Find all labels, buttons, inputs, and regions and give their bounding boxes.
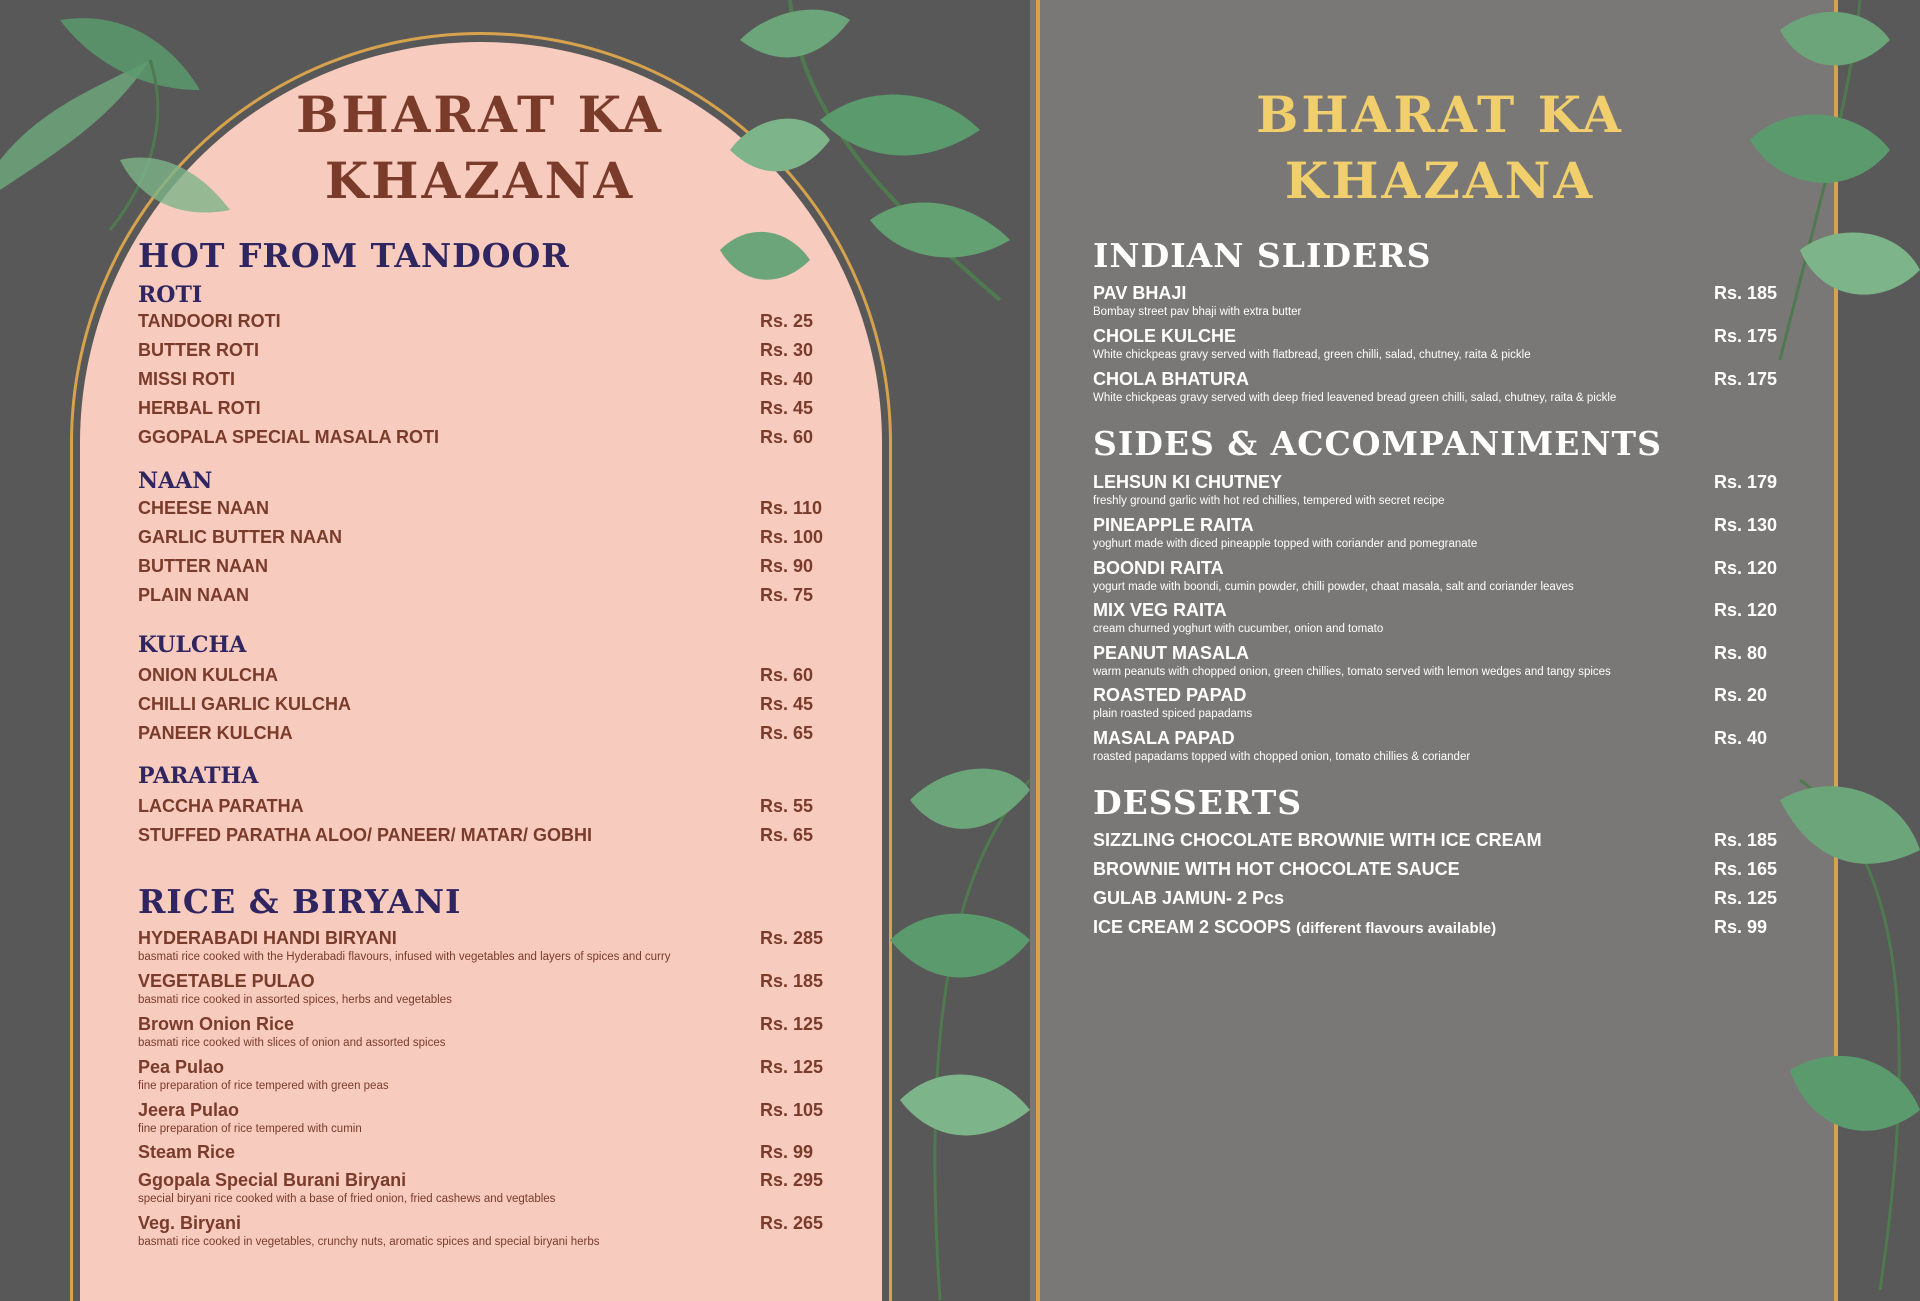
left-title: [280, 82, 680, 214]
left-title-line2: KHAZANA: [324, 151, 636, 210]
subheading-roti: ROTI: [138, 282, 203, 308]
leaf-bottom-right-icon: [880, 740, 1030, 1300]
menu-item-desc: special biryani rice cooked with a base of fried onion, fried cashews and vegtables: [138, 1193, 556, 1205]
menu-item-name: CHEESE NAAN: [138, 498, 270, 518]
menu-item-price: Rs. 185: [1714, 830, 1778, 850]
menu-item-price: Rs. 285: [760, 928, 824, 948]
menu-item-price: Rs. 179: [1714, 472, 1778, 492]
menu-item-price: Rs. 99: [1714, 917, 1768, 937]
left-title-line1: BHARAT KA: [296, 85, 664, 144]
section-heading-desserts: DESSERTS: [1093, 783, 1303, 822]
menu-item-price: Rs. 110: [760, 498, 823, 518]
menu-item-name: CHOLE KULCHE: [1093, 326, 1236, 346]
menu-item-name: TANDOORI ROTI: [138, 311, 281, 331]
menu-item-price: Rs. 185: [1714, 283, 1778, 303]
menu-item-desc: plain roasted spiced papadams: [1093, 708, 1253, 720]
menu-item-price: Rs. 185: [760, 971, 824, 991]
menu-item-name: CHOLA BHATURA: [1093, 369, 1249, 389]
menu-item-desc: basmati rice cooked with the Hyderabadi flavours, infused with vegetables and layers of spices and curry: [138, 951, 671, 963]
menu-item-price: Rs. 30: [760, 340, 814, 360]
menu-item-name: Veg. Biryani: [138, 1213, 242, 1233]
menu-item-price: Rs. 175: [1714, 326, 1778, 346]
section-heading-sliders: INDIAN SLIDERS: [1093, 236, 1432, 275]
menu-item-name: SIZZLING CHOCOLATE BROWNIE WITH ICE CREAM: [1093, 830, 1542, 850]
menu-item-price: Rs. 120: [1714, 558, 1778, 578]
menu-item-name: Brown Onion Rice: [138, 1014, 295, 1034]
menu-item-price: Rs. 25: [760, 311, 814, 331]
subheading-paratha: PARATHA: [138, 763, 259, 789]
menu-item-price: Rs. 20: [1714, 685, 1768, 705]
menu-item-name: ROASTED PAPAD: [1093, 685, 1247, 705]
menu-item-price: Rs. 105: [760, 1100, 824, 1120]
menu-item-name: CHILLI GARLIC KULCHA: [138, 694, 351, 714]
menu-item-price: Rs. 45: [760, 398, 814, 418]
right-title-line1: BHARAT KA: [1256, 85, 1624, 144]
menu-item-name: GGOPALA SPECIAL MASALA ROTI: [138, 427, 440, 447]
leaf-right-bottom-icon: [1780, 770, 1920, 1300]
menu-item-price: Rs. 40: [1714, 728, 1768, 748]
menu-item-name: BOONDI RAITA: [1093, 558, 1224, 578]
section-heading-sides: SIDES & ACCOMPANIMENTS: [1093, 424, 1662, 463]
menu-item-price: Rs. 55: [760, 796, 814, 816]
menu-item-name: Ggopala Special Burani Biryani: [138, 1170, 407, 1190]
menu-item-name: LEHSUN KI CHUTNEY: [1093, 472, 1283, 492]
menu-item-price: Rs. 100: [760, 527, 824, 547]
menu-item-name: MASALA PAPAD: [1093, 728, 1235, 748]
menu-item-desc: yoghurt made with diced pineapple topped with coriander and pomegranate: [1093, 538, 1478, 550]
menu-item-price: Rs. 90: [760, 556, 814, 576]
menu-item-desc: yogurt made with boondi, cumin powder, chilli powder, chaat masala, salt and coriander leaves: [1093, 581, 1574, 593]
menu-item-price: Rs. 60: [760, 427, 814, 447]
menu-item-name: PLAIN NAAN: [138, 585, 249, 605]
menu-item-name: BUTTER ROTI: [138, 340, 259, 360]
menu-item-name: MIX VEG RAITA: [1093, 600, 1227, 620]
menu-item-name: PINEAPPLE RAITA: [1093, 515, 1254, 535]
menu-item-name: STUFFED PARATHA ALOO/ PANEER/ MATAR/ GOBHI: [138, 825, 592, 845]
section-heading-rice: RICE & BIRYANI: [138, 882, 462, 921]
menu-item-note: (different flavours available): [1296, 920, 1497, 937]
menu-item-name: ICE CREAM 2 SCOOPS: [1093, 917, 1292, 937]
menu-item-desc: fine preparation of rice tempered with cumin: [138, 1123, 362, 1135]
menu-item-desc: freshly ground garlic with hot red chillies, tempered with secret recipe: [1093, 495, 1445, 507]
menu-item-name: PAV BHAJI: [1093, 283, 1187, 303]
menu-item-name: BROWNIE WITH HOT CHOCOLATE SAUCE: [1093, 859, 1460, 879]
menu-item-price: Rs. 295: [760, 1170, 824, 1190]
menu-item-name: HERBAL ROTI: [138, 398, 261, 418]
menu-item-desc: basmati rice cooked in vegetables, crunchy nuts, aromatic spices and special biryani herbs: [138, 1236, 600, 1248]
menu-item-name: Pea Pulao: [138, 1057, 225, 1077]
menu-item-name: Jeera Pulao: [138, 1100, 240, 1120]
menu-item-name: VEGETABLE PULAO: [138, 971, 315, 991]
leaf-right-top-icon: [1740, 0, 1920, 380]
menu-item-price: Rs. 120: [1714, 600, 1778, 620]
menu-item-name: PANEER KULCHA: [138, 723, 293, 743]
menu-item-price: Rs. 175: [1714, 369, 1778, 389]
subheading-naan: NAAN: [138, 468, 213, 494]
menu-item-price: Rs. 60: [760, 665, 814, 685]
menu-item-desc: basmati rice cooked with slices of onion and assorted spices: [138, 1037, 446, 1049]
menu-item-name: LACCHA PARATHA: [138, 796, 304, 816]
menu-item-name: PEANUT MASALA: [1093, 643, 1249, 663]
menu-item-desc: roasted papadams topped with chopped onion, tomato chillies & coriander: [1093, 751, 1471, 763]
menu-item-price: Rs. 125: [1714, 888, 1778, 908]
menu-item-row: [1093, 916, 1496, 940]
menu-item-desc: cream churned yoghurt with cucumber, onion and tomato: [1093, 623, 1384, 635]
menu-item-name: HYDERABADI HANDI BIRYANI: [138, 928, 397, 948]
menu-item-desc: fine preparation of rice tempered with green peas: [138, 1080, 389, 1092]
menu-item-price: Rs. 265: [760, 1213, 824, 1233]
menu-item-price: Rs. 125: [760, 1014, 824, 1034]
menu-item-name: Steam Rice: [138, 1142, 236, 1162]
menu-item-name: GARLIC BUTTER NAAN: [138, 527, 342, 547]
menu-item-price: Rs. 65: [760, 723, 814, 743]
menu-item-desc: White chickpeas gravy served with flatbread, green chilli, salad, chutney, raita & pickle: [1093, 349, 1531, 361]
right-title: [1240, 82, 1640, 214]
menu-item-desc: basmati rice cooked in assorted spices, herbs and vegetables: [138, 994, 452, 1006]
right-border-left: [1036, 0, 1040, 1301]
menu-item-price: Rs. 99: [760, 1142, 814, 1162]
menu-item-name: ONION KULCHA: [138, 665, 278, 685]
menu-item-desc: Bombay street pav bhaji with extra butter: [1093, 306, 1302, 318]
menu-item-price: Rs. 40: [760, 369, 814, 389]
section-heading-tandoor: HOT FROM TANDOOR: [138, 236, 570, 275]
menu-item-price: Rs. 65: [760, 825, 814, 845]
leaf-top-right-icon: [700, 0, 1030, 340]
menu-item-name: MISSI ROTI: [138, 369, 236, 389]
right-title-line2: KHAZANA: [1284, 151, 1596, 210]
menu-item-name: BUTTER NAAN: [138, 556, 268, 576]
menu-item-desc: warm peanuts with chopped onion, green chillies, tomato served with lemon wedges and tangy spices: [1093, 666, 1611, 678]
menu-item-price: Rs. 80: [1714, 643, 1768, 663]
menu-item-price: Rs. 130: [1714, 515, 1778, 535]
menu-item-price: Rs. 125: [760, 1057, 824, 1077]
leaf-top-left-icon: [0, 0, 240, 260]
menu-item-price: Rs. 45: [760, 694, 814, 714]
menu-item-desc: White chickpeas gravy served with deep fried leavened bread green chilli, salad, chutney, raita & pickle: [1093, 392, 1617, 404]
menu-item-name: GULAB JAMUN- 2 Pcs: [1093, 888, 1285, 908]
menu-item-price: Rs. 165: [1714, 859, 1778, 879]
menu-item-price: Rs. 75: [760, 585, 814, 605]
subheading-kulcha: KULCHA: [138, 632, 247, 658]
